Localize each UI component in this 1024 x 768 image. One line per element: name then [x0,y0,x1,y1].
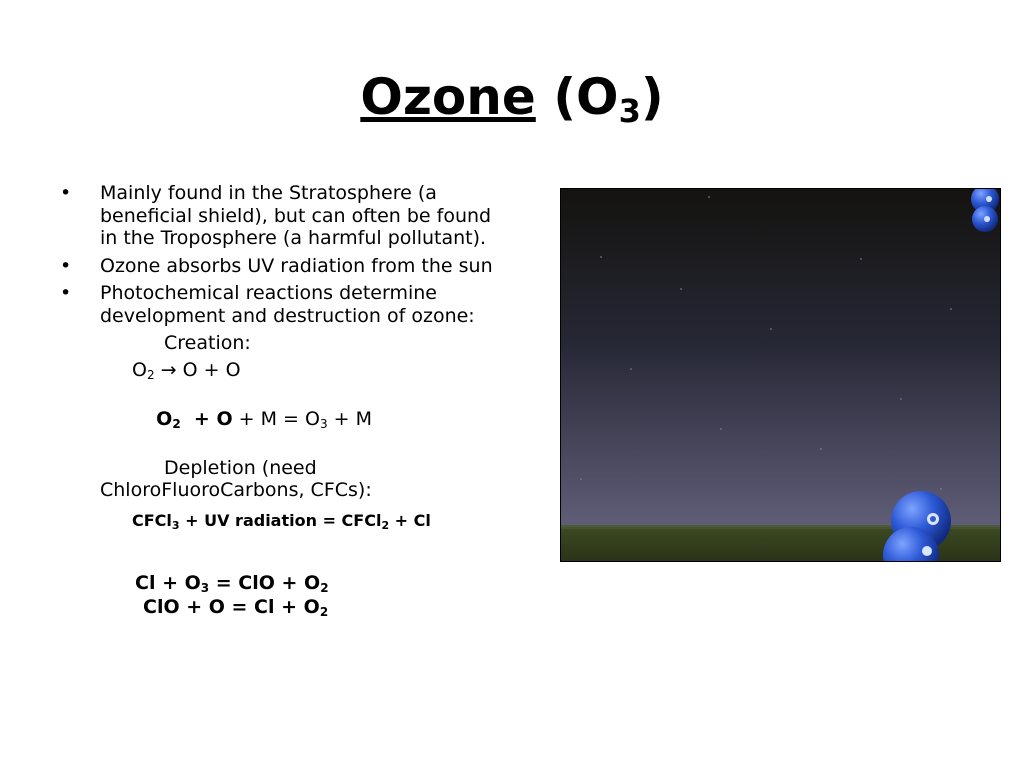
slide-title [0,62,1024,132]
reaction-2: ClO + $O = Cl + O_2$ [143,596,329,619]
sky-scene-illustration [561,189,1000,561]
reaction-1: $Cl + O_3$ = ClO + $O_2$ [135,572,329,595]
creation-equation-2: $O_2 + O + M = O_3 + M$ [156,407,373,431]
bullet-dot: • [60,282,72,304]
slide-body [60,182,500,532]
title-formula: $(O_3)$ [553,68,664,130]
ozone-animation-image [560,188,1001,562]
bullet-dot: • [60,182,72,204]
depletion-equation-1: CFCl$_3$ + UV radiation = CFCl$_2$ + Cl [132,510,431,532]
depletion-label: Depletion (need ChloroFluoroCarbons, CFCs): [100,456,372,501]
creation-equation-1: $O_2 \to O + O$ [132,358,241,382]
title-word: Ozone [360,68,536,126]
bullet-text: Mainly found in the Stratosphere (a beneficial shield), but can often be found in the Troposphere (a harmful pollutant). [100,182,492,249]
bullet-text: Ozone absorbs UV radiation from the sun [100,254,493,277]
creation-label: Creation: [164,332,251,354]
bullet-dot: • [60,254,72,277]
bullet-item [60,182,500,250]
bullet-item [60,255,500,278]
bullet-item [60,282,500,327]
molecule-top-right [971,189,999,232]
bullet-text: Photochemical reactions determine development and destruction of ozone: [100,282,475,327]
sky [561,189,1000,529]
